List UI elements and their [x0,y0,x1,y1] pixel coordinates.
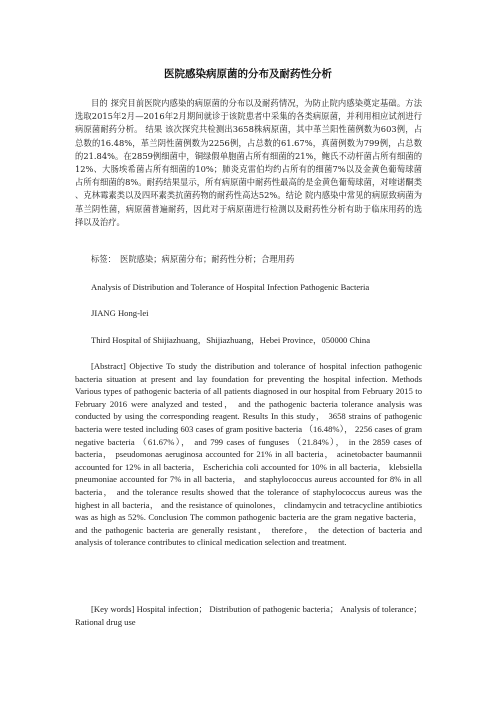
chinese-keywords: 标签： 医院感染；病原菌分布；耐药性分析；合理用药 [91,254,295,264]
english-keywords: [Key words] Hospital infection； Distribution of pathogenic bacteria； Analysis of tolerance； Rational drug use [75,604,422,627]
author-affiliation: Third Hospital of Shijiazhuang，Shijiazhuang，Hebei Province，050000 China [91,335,371,345]
english-title: Analysis of Distribution and Tolerance of Hospital Infection Pathogenic Bacteria [91,282,370,292]
paper-title: 医院感染病原菌的分布及耐药性分析 [164,68,332,80]
english-abstract: [Abstract] Objective To study the distribution and tolerance of hospital infection pathogenic bacteria situation at present and lay foundation for preventing the hospital infection. Methods Various types of pathogenic bacteria of all patients diagnosed in our hospital from February 2015 to February 2016 were analyzed and tested， and the pathogenic bacteria tolerance analysis was conducted by using the corresponding reagent. Results In this study， 3658 strains of pathogenic bacteria were tested including 603 cases of gram positive bacteria （16.48%）， 2256 cases of gram negative bacteria （61.67%）， and 799 cases of funguses （21.84%）， in the 2859 cases of bacteria， pseudomonas aeruginosa accounted for 21% in all bacteria， acinetobacter baumannii accounted for 12% in all bacteria， Escherichia coli accounted for 10% in all bacteria， klebsiella pneumoniae accounted for 7% in all bacteria， and staphylococcus aureus accounted for 8% in all bacteria， and the tolerance results showed that the tolerance of staphylococcus aureus was the highest in all bacteria， and the resistance of quinolones， clindamycin and tetracycline antibiotics was as high as 52%. Conclusion The common pathogenic bacteria are the gram negative bacteria， and the pathogenic bacteria are generally resistant， therefore， the detection of bacteria and analysis of tolerance contributes to clinical medication selection and treatment. [75,361,422,548]
chinese-abstract: 目的 探究目前医院内感染的病原菌的分布以及耐药情况，为防止院内感染奠定基础。方法 选取2015年2月—2016年2月期间就诊于该院患者中采集的各类病原菌，并利用相应试剂进行病原菌耐药分析。 结果 该次探究共检测出3658株病原菌，其中革兰阳性菌例数为603例，占总数的16.48%，革兰阴性菌例数为2256例，占总数的61.67%，真菌例数为799例，占总数的21.84%。在2859例细菌中，铜绿假单胞菌占所有细菌的21%，鲍氏不动杆菌占所有细菌的12%、大肠埃希菌占所有细菌的10%；肺炎克雷伯均约占所有的细菌7%以及金黄色葡萄球菌占所有细菌的8%。耐药结果显示，所有病原菌中耐药性最高的是金黄色葡萄球菌，对喹诺酮类 、克林霉素类以及四环素类抗菌药物的耐药性高达52%。结论 院内感染中常见的病原致病菌为革兰阴性菌，病原菌普遍耐药，因此对于病原菌进行检测以及耐药性分析有助于临床用药的选择以及治疗。 [75,98,422,227]
author-name: JIANG Hong-lei [91,308,149,318]
